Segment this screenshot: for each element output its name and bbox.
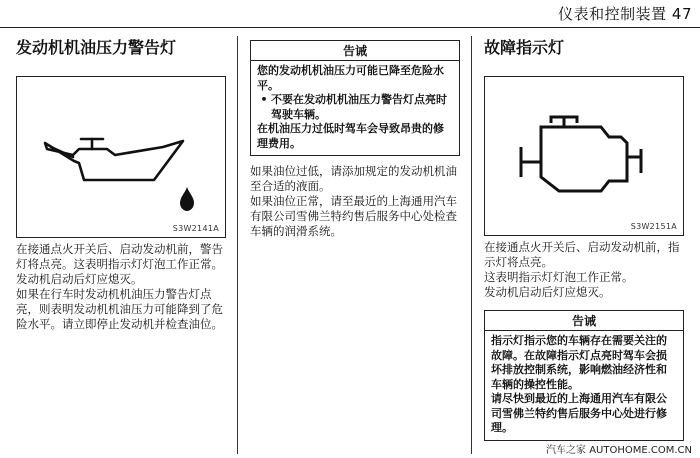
paragraph: 这表明指示灯灯泡工作正常。 [484, 270, 634, 284]
figure-code: S3W2141A [172, 224, 219, 233]
paragraph: 在接通点火开关后、启动发动机前，指示灯将点亮。 [484, 240, 680, 269]
paragraph: 如果在行车时发动机机油压力警告灯点亮，则表明发动机机油压力可能降到了危险水平。请立即停止发动机并检查油位。 [16, 287, 223, 331]
column-divider-1 [237, 36, 238, 454]
paragraph: 在接通点火开关后、启动发动机前，警告灯将点亮。这表明指示灯灯泡工作正常。 [16, 242, 223, 271]
paragraph: 发动机启动后灯应熄灭。 [484, 285, 611, 299]
caution-header: 告诫 [251, 41, 459, 61]
paragraph: 如果油位正常，请至最近的上海通用汽车有限公司雪佛兰特约售后服务中心处检查车辆的润滑系统。 [250, 194, 457, 238]
caution-body [251, 61, 459, 155]
oil-followup-text [250, 164, 460, 239]
oil-pressure-section [16, 36, 226, 332]
oil-caution-section [250, 36, 460, 239]
fault-indicator-section [484, 36, 684, 441]
header-divider [0, 27, 700, 28]
paragraph: 如果油位过低，请添加规定的发动机机油至合适的液面。 [250, 164, 457, 193]
caution-text: 在机油压力过低时驾车会导致昂贵的修理费用。 [257, 122, 444, 150]
oil-pressure-text [16, 242, 226, 332]
oil-pressure-title: 发动机机油压力警告灯 [16, 38, 177, 57]
caution-bullet-text: 不要在发动机机油压力警告灯点亮时驾驶车辆。 [271, 93, 447, 121]
engine-icon [485, 77, 682, 234]
bullet-icon: • [260, 93, 268, 106]
fault-indicator-title: 故障指示灯 [484, 38, 565, 57]
caution-header: 告诫 [485, 311, 683, 331]
fault-indicator-figure [484, 76, 684, 236]
column-divider-2 [471, 36, 472, 454]
fault-indicator-text [484, 240, 684, 300]
oil-caution-box [250, 40, 460, 156]
page-header-title: 仪表和控制装置 47 [558, 5, 692, 23]
caution-text: 请尽快到最近的上海通用汽车有限公司雪佛兰特约售后服务中心处进行修理。 [491, 392, 667, 434]
oil-pressure-figure [16, 76, 226, 238]
fault-caution-box [484, 310, 684, 441]
oil-can-icon [17, 77, 224, 236]
caution-bullet-item [257, 93, 453, 122]
caution-body [485, 331, 683, 440]
figure-code: S3W2151A [630, 222, 677, 231]
caution-text: 指示灯指示您的车辆存在需要关注的故障。在故障指示灯点亮时驾车会损坏排放控制系统，影响燃油经济性和车辆的操控性能。 [491, 334, 667, 391]
watermark: 汽车之家 AUTOHOME.COM.CN [544, 441, 694, 456]
caution-text: 您的发动机机油压力可能已降至危险水平。 [257, 64, 444, 92]
paragraph: 发动机启动后灯应熄灭。 [16, 272, 143, 286]
page-header [0, 0, 700, 28]
